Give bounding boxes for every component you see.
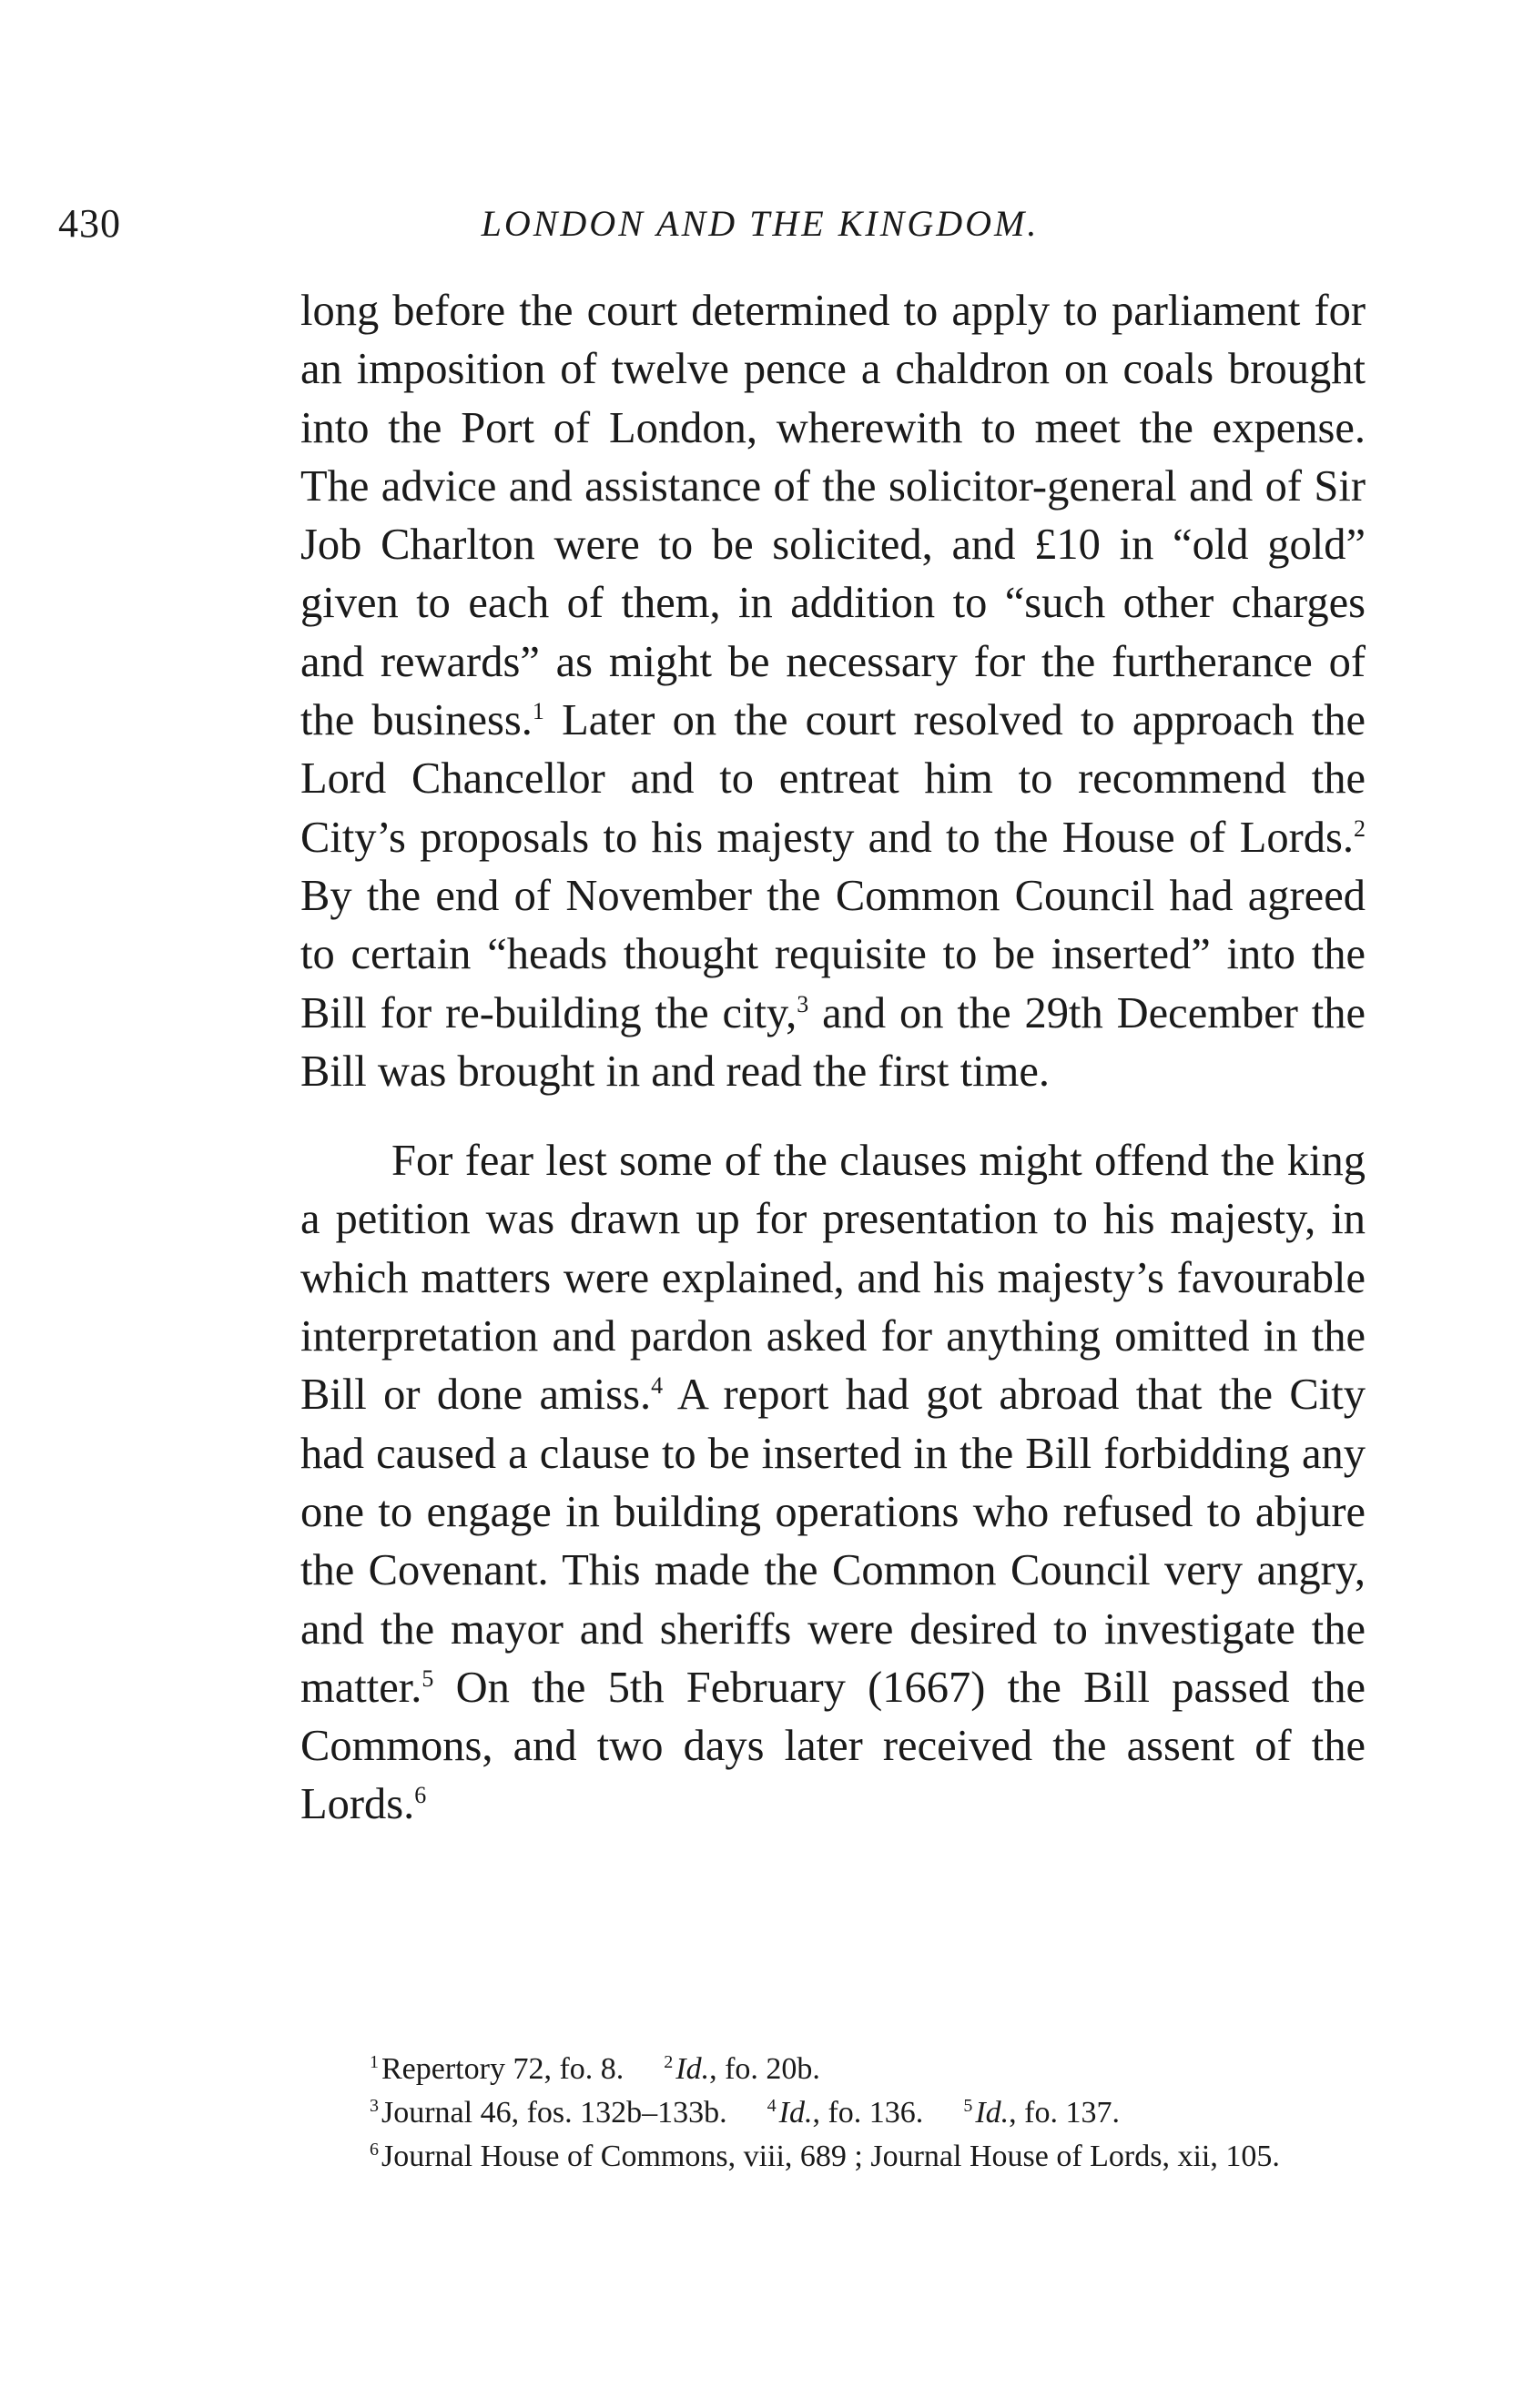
footnote-1 <box>370 2048 624 2091</box>
paragraph-2 <box>300 1132 1366 1835</box>
footnote-6-number: 6 <box>370 2139 379 2160</box>
footnote-1-number: 1 <box>370 2051 379 2072</box>
footnote-2-number: 2 <box>664 2051 674 2072</box>
paragraph-1-part-3: By the end of November the Common Council had agreed to certain “heads thought requisite to be inserted” into the Bill for re-building the city, <box>300 871 1366 1037</box>
paragraph-1-part-4: and on the 29th December the Bill was brought in and read the first time. <box>300 988 1366 1096</box>
paragraph-2-part-2: A report had got abroad that the City had caused a clause to be inserted in the Bill forbidding any one to engage in building operations who refused to abjure the Covenant. This made the Common Council very angry, and the mayor and sheriffs were desired to investigate the matter. <box>300 1371 1366 1712</box>
footnote-5-text: , fo. 137. <box>1009 2096 1120 2130</box>
paragraph-1-part-1: long before the court determined to apply to parliament for an imposition of twelve pence a chaldron on coals brought into the Port of London, wherewith to meet the expense. The advice and assistance of the solicitor-general and of Sir Job Charlton were to be solicited, and £10 in “old gold” given to each of them, in addition to “such other charges and rewards” as might be necessary for the furtherance of the business. <box>300 287 1366 745</box>
paragraph-1-part-2: Later on the court resolved to approach the Lord Chancellor and to entreat him to recommend the City’s proposals to his majesty and to the House of Lords. <box>300 696 1366 862</box>
footnote-1-text: Repertory 72, fo. 8. <box>381 2052 624 2086</box>
footnote-4-number: 4 <box>767 2095 777 2116</box>
footnote-ref-4: 4 <box>651 1372 664 1400</box>
footnote-5-number: 5 <box>963 2095 973 2116</box>
footnote-3 <box>370 2091 727 2135</box>
page-number: 430 <box>58 201 121 246</box>
footnote-3-number: 3 <box>370 2095 379 2116</box>
footnote-ref-6: 6 <box>414 1782 427 1809</box>
footnote-line-2 <box>300 2091 1366 2135</box>
footnote-5 <box>963 2091 1120 2135</box>
main-text <box>300 282 1366 1835</box>
footnote-ref-1: 1 <box>532 697 544 724</box>
footnote-2 <box>664 2048 820 2091</box>
footnote-5-id: Id. <box>975 2096 1010 2130</box>
footnote-3-text: Journal 46, fos. 132b–133b. <box>381 2096 727 2130</box>
paragraph-2-part-3: On the 5th February (1667) the Bill passed the Commons, and two days later received the assent of the Lords. <box>300 1663 1366 1829</box>
footnote-ref-2: 2 <box>1354 814 1366 842</box>
footnotes <box>300 2048 1366 2179</box>
footnote-6-text: Journal House of Commons, viii, 689 ; Journal House of Lords, xii, 105. <box>381 2140 1280 2173</box>
footnote-line-3 <box>300 2135 1366 2179</box>
footnote-line-1 <box>300 2048 1366 2091</box>
running-title: LONDON AND THE KINGDOM. <box>481 203 1040 244</box>
footnote-4 <box>767 2091 924 2135</box>
footnote-2-text: , fo. 20b. <box>709 2052 820 2086</box>
footnote-4-text: , fo. 136. <box>812 2096 924 2130</box>
paragraph-1 <box>300 282 1366 1101</box>
footnote-ref-3: 3 <box>797 990 809 1017</box>
footnote-2-id: Id. <box>675 2052 710 2086</box>
footnote-ref-5: 5 <box>421 1664 434 1692</box>
paragraph-2-part-1: For fear lest some of the clauses might offend the king a petition was drawn up for presentation to his majesty, in which matters were explained, and his majesty’s favourable interpretation and pardon asked for anything omitted in the Bill or done amiss. <box>300 1137 1366 1420</box>
footnote-4-id: Id. <box>778 2096 813 2130</box>
